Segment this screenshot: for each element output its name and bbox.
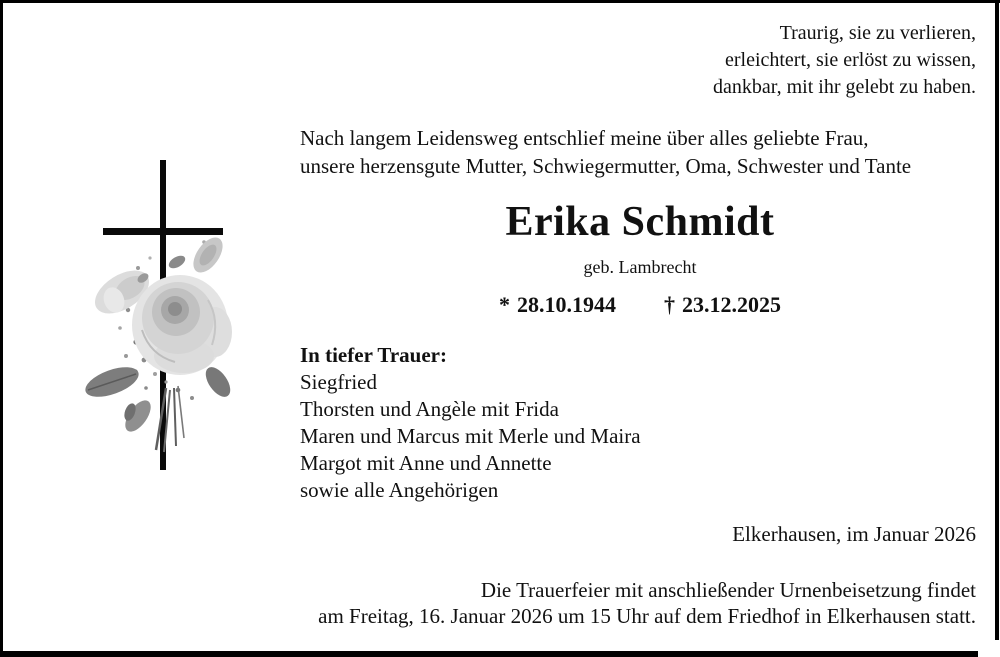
- birth-date: 28.10.1944: [517, 292, 616, 317]
- death-cross-icon: †: [664, 292, 675, 317]
- birth-star-icon: *: [499, 292, 510, 317]
- birth-date-item: [499, 292, 616, 318]
- frame-border-top: [0, 0, 1000, 3]
- maiden-name: geb. Lambrecht: [583, 257, 697, 277]
- ceremony-line: am Freitag, 16. Januar 2026 um 15 Uhr auf dem Friedhof in Elkerhausen statt.: [318, 604, 976, 628]
- mourners-block: [300, 342, 641, 504]
- frame-border-bottom: [0, 651, 978, 657]
- place-date-line: Elkerhausen, im Januar 2026: [732, 522, 976, 546]
- mourner-name: Thorsten und Angèle mit Frida: [300, 397, 559, 421]
- quote-line: dankbar, mit ihr gelebt zu haben.: [713, 76, 976, 98]
- life-dates: [300, 292, 980, 318]
- mourner-name: Maren und Marcus mit Merle und Maira: [300, 424, 641, 448]
- mourners-heading: In tiefer Trauer:: [300, 343, 447, 367]
- intro-line: Nach langem Leidensweg entschlief meine über alles geliebte Frau,: [300, 126, 869, 150]
- death-date: 23.12.2025: [682, 292, 781, 317]
- memorial-quote: [713, 20, 976, 101]
- ceremony-info: [236, 577, 976, 629]
- frame-border-left: [0, 0, 3, 657]
- mourner-name: Margot mit Anne und Annette: [300, 451, 552, 475]
- quote-line: erleichtert, sie erlöst zu wissen,: [724, 49, 976, 71]
- mourner-name: Siegfried: [300, 370, 377, 394]
- death-date-item: [664, 292, 781, 318]
- cross-with-roses-icon: [80, 150, 250, 480]
- deceased-block: [300, 198, 980, 278]
- mourner-name: sowie alle Angehörigen: [300, 478, 499, 502]
- deceased-name: Erika Schmidt: [505, 199, 775, 245]
- quote-line: Traurig, sie zu verlieren,: [779, 22, 976, 44]
- ceremony-line: Die Trauerfeier mit anschließender Urnenbeisetzung findet: [480, 578, 976, 602]
- intro-paragraph: [300, 124, 990, 180]
- frame-border-right: [995, 0, 999, 640]
- intro-line: unsere herzensgute Mutter, Schwiegermutter, Oma, Schwester und Tante: [300, 154, 912, 178]
